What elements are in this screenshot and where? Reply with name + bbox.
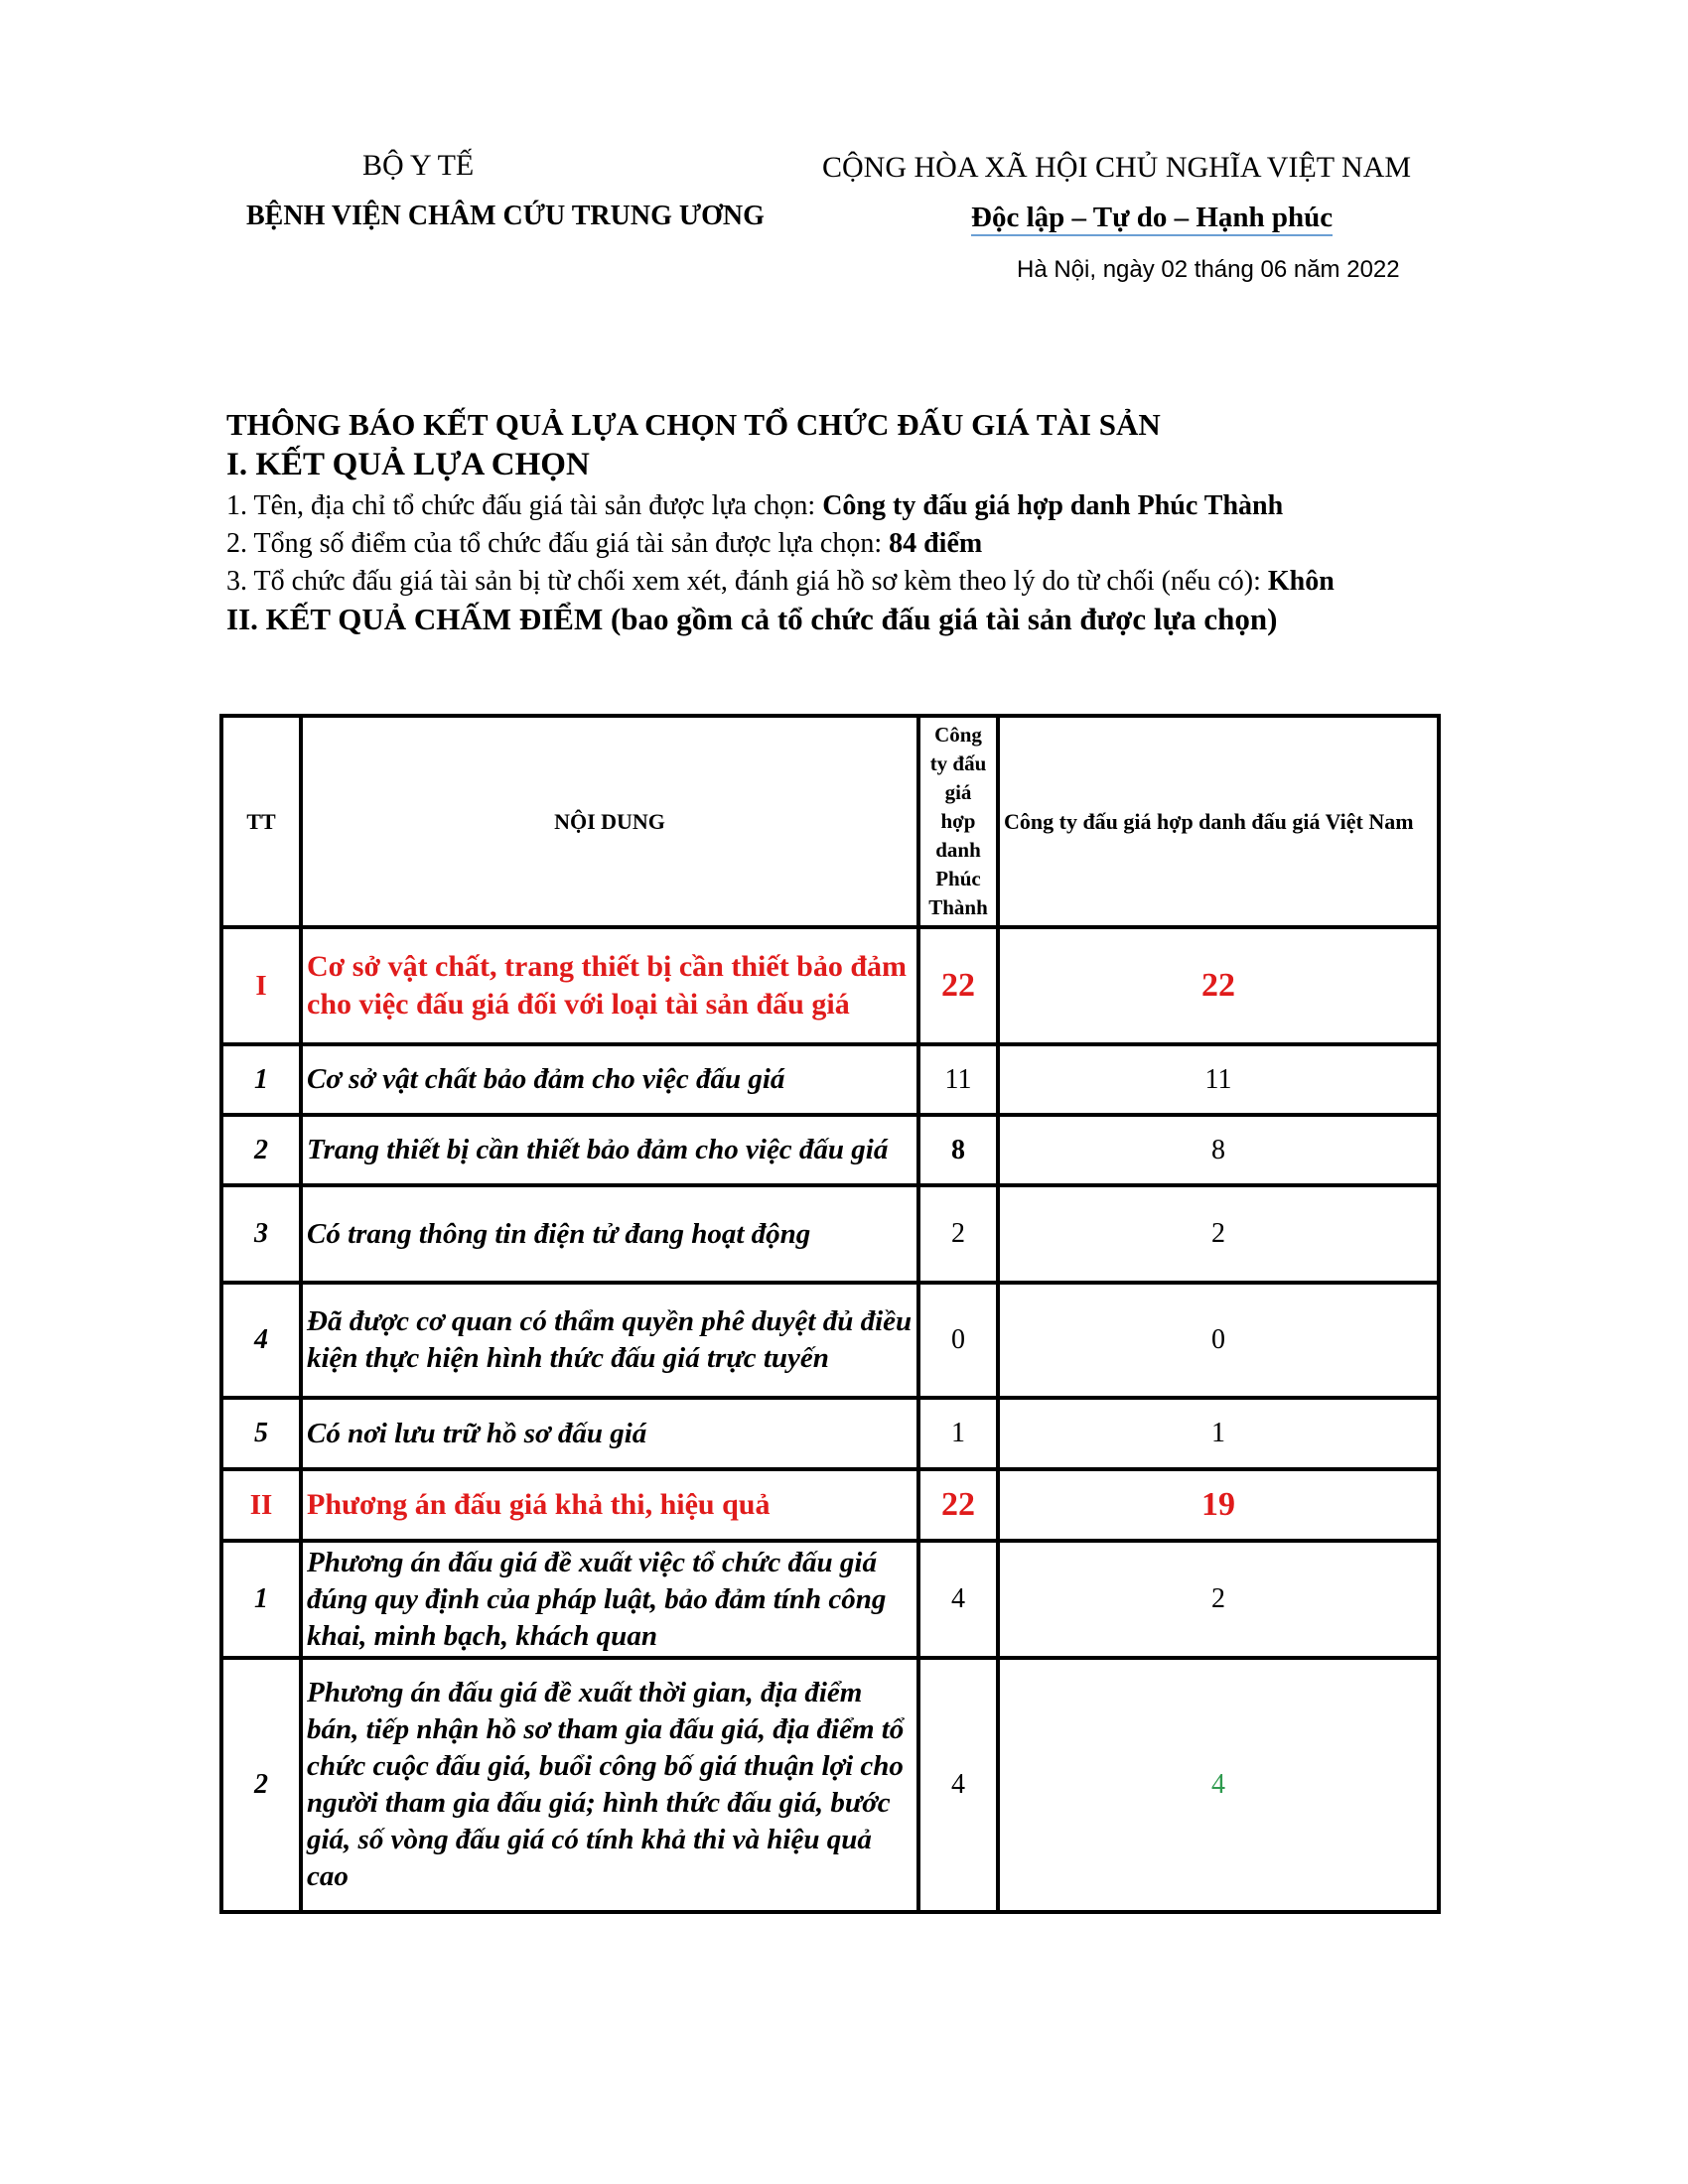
row-tt: 1 [221, 1044, 301, 1115]
row-content: Cơ sở vật chất bảo đảm cho việc đấu giá [301, 1044, 918, 1115]
document-title: THÔNG BÁO KẾT QUẢ LỰA CHỌN TỔ CHỨC ĐẤU GIÁ TÀI SẢN [226, 407, 1161, 442]
row-tt: 2 [221, 1658, 301, 1912]
ministry-name: BỘ Y TẾ [362, 149, 475, 182]
motto-text: Độc lập – Tự do – Hạnh phúc [971, 202, 1333, 236]
row-score-b: 22 [998, 927, 1439, 1044]
section-1-heading: I. KẾT QUẢ LỰA CHỌN [226, 447, 590, 482]
row-tt: 4 [221, 1283, 301, 1398]
selected-org-value: Công ty đấu giá hợp danh Phúc Thành [822, 490, 1284, 521]
rejected-org-label: 3. Tổ chức đấu giá tài sản bị từ chối xem xét, đánh giá hồ sơ kèm theo lý do từ chối (nếu có): [226, 566, 1268, 597]
row-content: Đã được cơ quan có thẩm quyền phê duyệt đủ điều kiện thực hiện hình thức đấu giá trực tuyến [301, 1283, 918, 1398]
score-table [219, 714, 1441, 1914]
total-score-value: 84 điểm [889, 528, 983, 559]
rejected-org-line [226, 566, 1431, 598]
table-row [221, 1398, 1439, 1469]
row-tt: II [221, 1469, 301, 1541]
row-score-b: 11 [998, 1044, 1439, 1115]
row-content: Có nơi lưu trữ hồ sơ đấu giá [301, 1398, 918, 1469]
header-company-a-line: Thành [928, 895, 988, 919]
row-score-b: 1 [998, 1398, 1439, 1469]
row-content: Cơ sở vật chất, trang thiết bị cần thiết bảo đảm cho việc đấu giá đối với loại tài sản đấu giá [301, 927, 918, 1044]
row-score-b: 2 [998, 1541, 1439, 1658]
table-row [221, 927, 1439, 1044]
row-score-a: 22 [918, 1469, 998, 1541]
row-content: Phương án đấu giá đề xuất thời gian, địa điểm bán, tiếp nhận hồ sơ tham gia đấu giá, địa điểm tổ chức cuộc đấu giá, buổi công bố giá thuận lợi cho người tham gia đấu giá; hình thức đấu giá, bước giá, số vòng đấu giá có tính khả thi và hiệu quả cao [301, 1658, 918, 1912]
header-company-a-line: Công [934, 723, 982, 747]
row-tt: 1 [221, 1541, 301, 1658]
header-company-a-line: ty đấu [929, 751, 987, 775]
table-row [221, 1044, 1439, 1115]
total-score-line [226, 528, 982, 560]
row-score-b: 2 [998, 1185, 1439, 1283]
row-score-a: 8 [918, 1115, 998, 1185]
hospital-name: BỆNH VIỆN CHÂM CỨU TRUNG ƯƠNG [246, 201, 765, 231]
table-row [221, 1185, 1439, 1283]
header-company-a-line: hợp [940, 809, 976, 833]
table-row [221, 1469, 1439, 1541]
national-motto [971, 202, 1333, 234]
row-tt: I [221, 927, 301, 1044]
row-score-a: 0 [918, 1283, 998, 1398]
rejected-org-value: Khôn [1267, 566, 1335, 597]
table-row [221, 1283, 1439, 1398]
row-content: Có trang thông tin điện tử đang hoạt động [301, 1185, 918, 1283]
country-name: CỘNG HÒA XÃ HỘI CHỦ NGHĨA VIỆT NAM [822, 151, 1412, 184]
row-content: Phương án đấu giá khả thi, hiệu quả [301, 1469, 918, 1541]
row-score-a: 22 [918, 927, 998, 1044]
selected-org-label: 1. Tên, địa chỉ tổ chức đấu giá tài sản được lựa chọn: [226, 490, 823, 521]
table-row [221, 1658, 1439, 1912]
row-score-b: 0 [998, 1283, 1439, 1398]
header-company-a [918, 716, 998, 927]
row-tt: 5 [221, 1398, 301, 1469]
header-company-a-line: danh [935, 838, 981, 862]
header-company-a-line: Phúc [935, 867, 981, 890]
row-score-b: 4 [998, 1658, 1439, 1912]
table-row [221, 1541, 1439, 1658]
header-company-a-line: giá [944, 780, 972, 804]
total-score-label: 2. Tổng số điểm của tổ chức đấu giá tài sản được lựa chọn: [226, 528, 890, 559]
row-content: Phương án đấu giá đề xuất việc tổ chức đấu giá đúng quy định của pháp luật, bảo đảm tính công khai, minh bạch, khách quan [301, 1541, 918, 1658]
selected-org-line [226, 490, 1283, 522]
row-content: Trang thiết bị cần thiết bảo đảm cho việc đấu giá [301, 1115, 918, 1185]
table-row [221, 1115, 1439, 1185]
header-tt: TT [221, 716, 301, 927]
section-2-heading: II. KẾT QUẢ CHẤM ĐIỂM (bao gồm cả tổ chức đấu giá tài sản được lựa chọn) [226, 602, 1278, 636]
table-header-row [221, 716, 1439, 927]
header-company-b: Công ty đấu giá hợp danh đấu giá Việt Nam [998, 716, 1439, 927]
row-score-a: 11 [918, 1044, 998, 1115]
row-score-b: 19 [998, 1469, 1439, 1541]
document-date: Hà Nội, ngày 02 tháng 06 năm 2022 [1017, 256, 1400, 283]
row-score-a: 1 [918, 1398, 998, 1469]
row-tt: 2 [221, 1115, 301, 1185]
row-score-a: 4 [918, 1541, 998, 1658]
row-score-b: 8 [998, 1115, 1439, 1185]
row-score-a: 4 [918, 1658, 998, 1912]
row-tt: 3 [221, 1185, 301, 1283]
header-content: NỘI DUNG [301, 716, 918, 927]
row-score-a: 2 [918, 1185, 998, 1283]
